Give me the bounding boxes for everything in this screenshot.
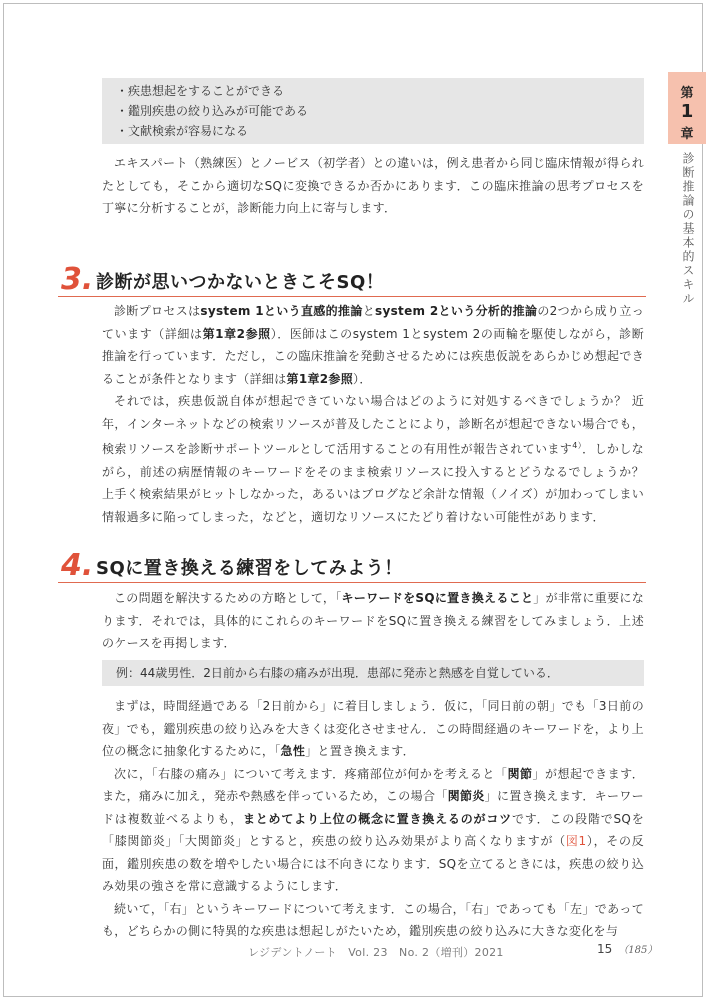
chapter-tab — [668, 72, 706, 306]
bullet-box — [102, 78, 644, 144]
intro-paragraph: エキスパート（熟練医）とノービス（初学者）との違いは，例え患者から同じ臨床情報が得られたとしても，そこから適切なSQに変換できるか否かにあります．この臨床推論の思考プロセスを丁寧に分析することが，診断能力向上に寄与します． — [102, 156, 644, 215]
paragraph: それでは，疾患仮説自体が想起できていない場合はどのように対処するべきでしょうか？ 近年，インターネットなどの検索リソースが普及したことにより，診断名が想起できない場合でも，検索リソースを診断サポートツールとして活用することの有用性が報告されています$^{4)}$．しかしながら，前述の病歴情報のキーワードをそのまま検索リソースに投入するとどうなるでしょうか？ 上手く検索結果がヒットしなかった，あるいはブログなど余計な情報（ノイズ）が加わってしまい情報過多に陥ってしまった，などと，適切なリソースにたどり着けない可能性があります． — [102, 394, 644, 524]
bullet-item: ・疾患想起をすることができる — [116, 84, 285, 98]
section-4-heading — [58, 548, 646, 583]
paragraph: 次に，「右膝の痛み」について考えます．疼痛部位が何かを考えると「関節」が想起できます．また，痛みに加え，発赤や熱感を伴っているため，この場合「関節炎」に置き換えます．キーワードは複数並べるよりも，まとめてより上位の概念に置き換えるのがコツです．この段階でSQを「膝関節炎」「大関節炎」とすると，疾患の絞り込み効果がより高くなりますが（図1），その反面，鑑別疾患の数を増やしたい場合には不向きになります．SQを立てるときには，疾患の絞り込み効果の強さを常に意識するようにします． — [102, 766, 644, 893]
paragraph: まずは，時間経過である「2日前から」に着目しましょう．仮に，「同日前の朝」でも「3日前の夜」でも，鑑別疾患の絞り込みを大きくは変化させません．この時間経過のキーワードを，より上位の概念に抽象化するために，「急性」と置き換えます． — [102, 699, 644, 758]
bullet-item: ・文献検索が容易になる — [116, 124, 249, 138]
figure-reference-link[interactable]: 図1 — [565, 834, 587, 848]
paragraph: 診断プロセスはsystem 1という直感的推論とsystem 2という分析的推論の2つから成り立っています（詳細は第1章2参照）．医師はこのsystem 1とsystem 2の両輪を駆使しながら，診断推論を行っています．ただし，この臨床推論を発動させるためには疾患仮説をあらかじめ想起できることが条件となります（詳細は第1章2参照）． — [102, 304, 645, 386]
section-4-intro — [102, 587, 644, 655]
paragraph: この問題を解決するための方略として，「キーワードをSQに置き換えること」が非常に重要になります．それでは，具体的にこれらのキーワードをSQに置き換える練習をしてみましょう．上述のケースを再掲します． — [102, 591, 644, 650]
section-4-body — [102, 695, 644, 943]
chapter-tab-label: 第 1 章 — [668, 72, 706, 144]
section-number: 4. — [61, 548, 94, 583]
journal-footer: レジデントノート Vol. 23 No. 2（増刊）2021 — [248, 946, 504, 959]
section-title: SQに置き換える練習をしてみよう！ — [96, 558, 403, 579]
bullet-item: ・鑑別疾患の絞り込みが可能である — [116, 104, 309, 118]
section-title: 診断が思いつかないときこそSQ！ — [96, 272, 385, 293]
section-3-body — [102, 300, 644, 528]
section-3-heading — [58, 262, 646, 297]
page-number: 15 （185） — [597, 942, 658, 956]
section-number: 3. — [61, 262, 94, 297]
chapter-side-title: 診断推論の基本的スキル — [681, 152, 695, 306]
paragraph: 続いて，「右」というキーワードについて考えます．この場合，「右」であっても「左」であっても，どちらかの側に特異的な疾患は想起しがたいため，鑑別疾患の絞り込みに大きな変化を与 — [102, 901, 644, 938]
case-example-box: 例：44歳男性．2日前から右膝の痛みが出現．患部に発赤と熱感を自覚している． — [102, 660, 644, 686]
